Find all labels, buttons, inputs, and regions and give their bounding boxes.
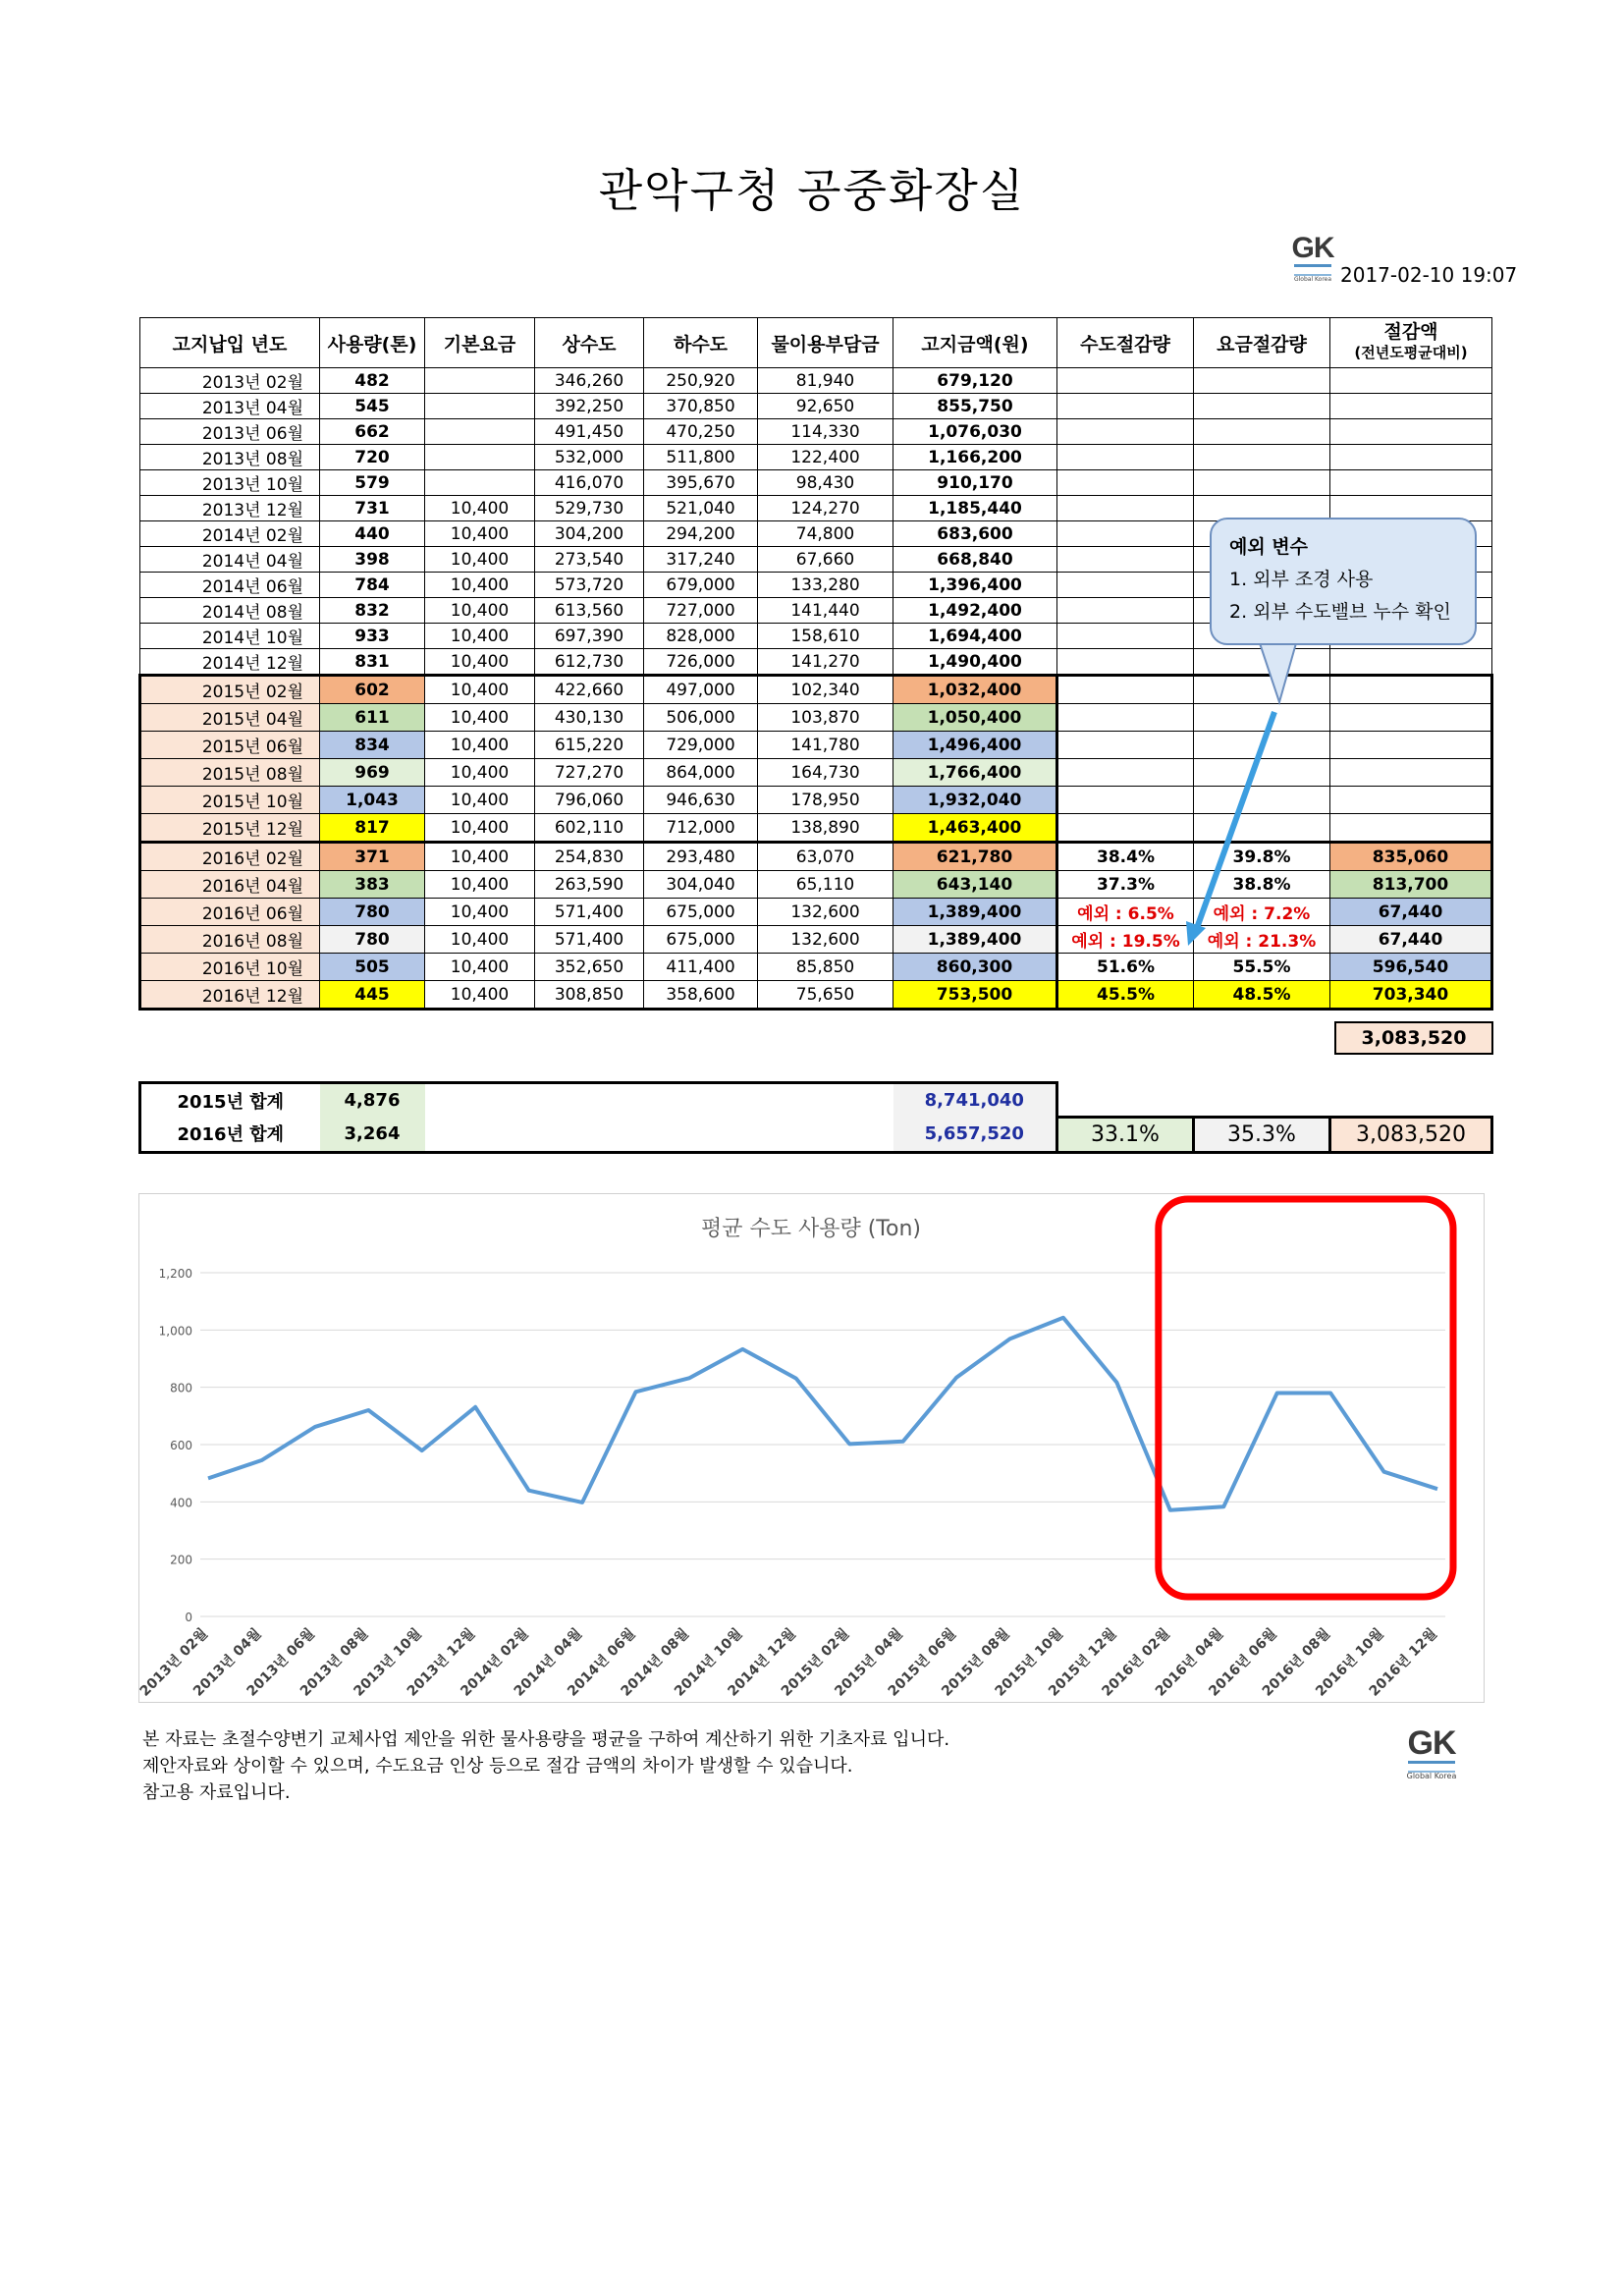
row-water: 532,000 bbox=[535, 445, 644, 470]
row-water-save: 예외 : 19.5% bbox=[1057, 926, 1194, 954]
x-tick-label: 2014년 08월 bbox=[618, 1625, 692, 1700]
row-sewer: 946,630 bbox=[644, 787, 758, 814]
header-fee-save: 요금절감량 bbox=[1194, 318, 1330, 368]
header-amount-sub: (전년도평균대비) bbox=[1354, 344, 1468, 361]
row-period: 2014년 10월 bbox=[140, 624, 320, 649]
row-sewer: 497,000 bbox=[644, 676, 758, 704]
row-water: 352,650 bbox=[535, 954, 644, 981]
row-period: 2013년 08월 bbox=[140, 445, 320, 470]
x-tick-label: 2014년 12월 bbox=[725, 1625, 799, 1700]
gk-logo-footer bbox=[1404, 1726, 1459, 1780]
summary-spacer bbox=[425, 1117, 893, 1152]
row-levy: 81,940 bbox=[758, 368, 893, 394]
exception-arrow bbox=[1197, 712, 1274, 928]
row-water: 613,560 bbox=[535, 598, 644, 624]
row-sewer: 250,920 bbox=[644, 368, 758, 394]
row-usage: 445 bbox=[320, 981, 425, 1010]
row-base-fee: 10,400 bbox=[425, 787, 535, 814]
row-usage: 780 bbox=[320, 899, 425, 926]
row-usage: 545 bbox=[320, 394, 425, 419]
x-tick-label: 2013년 08월 bbox=[297, 1625, 372, 1700]
x-tick-label: 2015년 12월 bbox=[1046, 1625, 1120, 1700]
row-billed: 1,166,200 bbox=[893, 445, 1057, 470]
logo-text: GK bbox=[1291, 232, 1334, 264]
summary-label: 2016년 합계 bbox=[140, 1117, 320, 1152]
highlight-box bbox=[1159, 1199, 1453, 1597]
row-period: 2016년 02월 bbox=[140, 843, 320, 871]
x-tick-label: 2016년 06월 bbox=[1206, 1625, 1280, 1700]
row-sewer: 395,670 bbox=[644, 470, 758, 496]
row-water: 615,220 bbox=[535, 732, 644, 759]
row-sewer: 712,000 bbox=[644, 814, 758, 843]
summary-empty bbox=[1194, 1083, 1330, 1118]
row-base-fee: 10,400 bbox=[425, 843, 535, 871]
row-billed: 855,750 bbox=[893, 394, 1057, 419]
callout-line: 2. 외부 수도밸브 누수 확인 bbox=[1229, 601, 1451, 623]
header-period: 고지납입 년도 bbox=[140, 318, 320, 368]
row-base-fee: 10,400 bbox=[425, 981, 535, 1010]
row-levy: 65,110 bbox=[758, 871, 893, 899]
row-base-fee: 10,400 bbox=[425, 547, 535, 573]
row-period: 2013년 06월 bbox=[140, 419, 320, 445]
usage-series-line bbox=[208, 1318, 1437, 1510]
row-water-save: 예외 : 6.5% bbox=[1057, 899, 1194, 926]
x-tick-label: 2013년 04월 bbox=[190, 1625, 265, 1700]
row-billed: 1,076,030 bbox=[893, 419, 1057, 445]
summary-amount: 3,083,520 bbox=[1330, 1117, 1492, 1152]
row-usage: 440 bbox=[320, 521, 425, 547]
chart-title: 평균 수도 사용량 (Ton) bbox=[700, 1217, 922, 1241]
row-billed: 860,300 bbox=[893, 954, 1057, 981]
row-usage: 482 bbox=[320, 368, 425, 394]
row-billed: 1,396,400 bbox=[893, 573, 1057, 598]
x-tick-label: 2016년 08월 bbox=[1259, 1625, 1333, 1700]
row-base-fee: 10,400 bbox=[425, 704, 535, 732]
row-base-fee: 10,400 bbox=[425, 732, 535, 759]
row-usage: 371 bbox=[320, 843, 425, 871]
y-tick-label: 0 bbox=[185, 1611, 192, 1624]
row-amount: 596,540 bbox=[1330, 954, 1492, 981]
y-tick-label: 200 bbox=[170, 1553, 192, 1567]
row-levy: 102,340 bbox=[758, 676, 893, 704]
summary-row bbox=[140, 1117, 1492, 1152]
row-usage: 398 bbox=[320, 547, 425, 573]
row-sewer: 293,480 bbox=[644, 843, 758, 871]
row-levy: 63,070 bbox=[758, 843, 893, 871]
row-period: 2014년 06월 bbox=[140, 573, 320, 598]
row-water: 304,200 bbox=[535, 521, 644, 547]
row-period: 2016년 10월 bbox=[140, 954, 320, 981]
row-levy: 138,890 bbox=[758, 814, 893, 843]
row-water: 308,850 bbox=[535, 981, 644, 1010]
row-sewer: 411,400 bbox=[644, 954, 758, 981]
row-billed: 1,490,400 bbox=[893, 649, 1057, 676]
row-levy: 75,650 bbox=[758, 981, 893, 1010]
row-water-save: 51.6% bbox=[1057, 954, 1194, 981]
row-water: 416,070 bbox=[535, 470, 644, 496]
row-sewer: 729,000 bbox=[644, 732, 758, 759]
summary-row bbox=[140, 1083, 1492, 1118]
x-tick-label: 2016년 12월 bbox=[1366, 1625, 1440, 1700]
footnote bbox=[142, 1726, 949, 1806]
logo-subtext: Global Korea bbox=[1406, 1772, 1457, 1780]
row-billed: 1,463,400 bbox=[893, 814, 1057, 843]
row-levy: 67,660 bbox=[758, 547, 893, 573]
summary-empty bbox=[1330, 1083, 1492, 1118]
row-levy: 114,330 bbox=[758, 419, 893, 445]
callout-line: 1. 외부 조경 사용 bbox=[1229, 569, 1374, 590]
row-billed: 643,140 bbox=[893, 871, 1057, 899]
row-water: 254,830 bbox=[535, 843, 644, 871]
row-base-fee: 10,400 bbox=[425, 814, 535, 843]
x-tick-label: 2016년 04월 bbox=[1152, 1625, 1227, 1700]
exception-callout bbox=[1210, 518, 1477, 645]
row-usage: 831 bbox=[320, 649, 425, 676]
row-levy: 178,950 bbox=[758, 787, 893, 814]
row-sewer: 727,000 bbox=[644, 598, 758, 624]
row-water: 571,400 bbox=[535, 926, 644, 954]
row-water: 263,590 bbox=[535, 871, 644, 899]
x-tick-label: 2013년 02월 bbox=[139, 1625, 211, 1700]
row-fee-save: 38.8% bbox=[1194, 871, 1330, 899]
row-usage: 1,043 bbox=[320, 787, 425, 814]
row-usage: 662 bbox=[320, 419, 425, 445]
row-billed: 1,389,400 bbox=[893, 899, 1057, 926]
footnote-line: 본 자료는 초절수양변기 교체사업 제안을 위한 물사용량을 평균을 구하여 계산하기 위한 기초자료 입니다. bbox=[142, 1729, 950, 1750]
header-water: 상수도 bbox=[535, 318, 644, 368]
usage-chart bbox=[138, 1193, 1485, 1703]
x-tick-label: 2016년 10월 bbox=[1313, 1625, 1387, 1700]
summary-water-save: 33.1% bbox=[1057, 1117, 1194, 1152]
row-billed: 753,500 bbox=[893, 981, 1057, 1010]
y-tick-label: 1,000 bbox=[158, 1324, 192, 1339]
row-sewer: 675,000 bbox=[644, 899, 758, 926]
row-billed: 679,120 bbox=[893, 368, 1057, 394]
row-period: 2013년 04월 bbox=[140, 394, 320, 419]
x-tick-label: 2013년 10월 bbox=[351, 1625, 425, 1700]
timestamp: 2017-02-10 19:07 bbox=[1340, 263, 1518, 287]
row-base-fee: 10,400 bbox=[425, 521, 535, 547]
logo-text: GK bbox=[1407, 1724, 1456, 1762]
x-tick-label: 2014년 02월 bbox=[458, 1625, 532, 1700]
footnote-line: 제안자료와 상이할 수 있으며, 수도요금 인상 등으로 절감 금액의 차이가 발생할 수 있습니다. bbox=[142, 1756, 853, 1777]
row-water: 273,540 bbox=[535, 547, 644, 573]
x-tick-label: 2015년 06월 bbox=[885, 1625, 959, 1700]
row-usage: 780 bbox=[320, 926, 425, 954]
summary-table bbox=[138, 1081, 1493, 1154]
row-base-fee: 10,400 bbox=[425, 676, 535, 704]
row-levy: 133,280 bbox=[758, 573, 893, 598]
x-tick-label: 2015년 04월 bbox=[832, 1625, 906, 1700]
row-water: 392,250 bbox=[535, 394, 644, 419]
row-billed: 1,032,400 bbox=[893, 676, 1057, 704]
row-amount: 835,060 bbox=[1330, 843, 1492, 871]
callout-title: 예외 변수 bbox=[1229, 536, 1309, 558]
row-base-fee: 10,400 bbox=[425, 624, 535, 649]
row-period: 2013년 10월 bbox=[140, 470, 320, 496]
row-water: 573,720 bbox=[535, 573, 644, 598]
x-tick-label: 2015년 08월 bbox=[939, 1625, 1013, 1700]
x-tick-label: 2014년 04월 bbox=[511, 1625, 585, 1700]
page-title: 관악구청 공중화장실 bbox=[598, 164, 1026, 217]
summary-fee-save: 35.3% bbox=[1194, 1117, 1330, 1152]
row-usage: 602 bbox=[320, 676, 425, 704]
row-usage: 969 bbox=[320, 759, 425, 787]
row-period: 2015년 12월 bbox=[140, 814, 320, 843]
x-tick-label: 2013년 12월 bbox=[404, 1625, 479, 1700]
row-water: 612,730 bbox=[535, 649, 644, 676]
row-levy: 132,600 bbox=[758, 926, 893, 954]
row-amount: 703,340 bbox=[1330, 981, 1492, 1010]
row-sewer: 317,240 bbox=[644, 547, 758, 573]
y-tick-label: 600 bbox=[170, 1439, 192, 1452]
row-water: 697,390 bbox=[535, 624, 644, 649]
row-fee-save: 55.5% bbox=[1194, 954, 1330, 981]
row-sewer: 294,200 bbox=[644, 521, 758, 547]
row-billed: 1,050,400 bbox=[893, 704, 1057, 732]
usage-line-chart bbox=[139, 1194, 1484, 1702]
row-levy: 103,870 bbox=[758, 704, 893, 732]
row-period: 2015년 04월 bbox=[140, 704, 320, 732]
row-water: 796,060 bbox=[535, 787, 644, 814]
row-water-save: 38.4% bbox=[1057, 843, 1194, 871]
row-period: 2014년 08월 bbox=[140, 598, 320, 624]
row-period: 2013년 02월 bbox=[140, 368, 320, 394]
x-tick-label: 2015년 10월 bbox=[992, 1625, 1066, 1700]
y-tick-label: 400 bbox=[170, 1496, 192, 1510]
row-period: 2016년 06월 bbox=[140, 899, 320, 926]
table-row bbox=[140, 981, 1492, 1010]
row-sewer: 675,000 bbox=[644, 926, 758, 954]
row-sewer: 470,250 bbox=[644, 419, 758, 445]
row-usage: 731 bbox=[320, 496, 425, 521]
row-fee-save: 예외 : 21.3% bbox=[1194, 926, 1330, 954]
row-billed: 1,766,400 bbox=[893, 759, 1057, 787]
row-billed: 1,389,400 bbox=[893, 926, 1057, 954]
total-amount: 3,083,520 bbox=[1334, 1021, 1493, 1055]
row-base-fee: 10,400 bbox=[425, 926, 535, 954]
row-period: 2013년 12월 bbox=[140, 496, 320, 521]
row-billed: 1,185,440 bbox=[893, 496, 1057, 521]
summary-empty bbox=[1057, 1083, 1194, 1118]
row-base-fee: 10,400 bbox=[425, 598, 535, 624]
y-tick-label: 800 bbox=[170, 1381, 192, 1395]
row-period: 2016년 12월 bbox=[140, 981, 320, 1010]
row-sewer: 304,040 bbox=[644, 871, 758, 899]
row-water: 491,450 bbox=[535, 419, 644, 445]
row-levy: 132,600 bbox=[758, 899, 893, 926]
summary-spacer bbox=[425, 1083, 893, 1118]
row-billed: 910,170 bbox=[893, 470, 1057, 496]
summary-billed: 8,741,040 bbox=[893, 1083, 1057, 1118]
header-water-save: 수도절감량 bbox=[1057, 318, 1194, 368]
row-water: 430,130 bbox=[535, 704, 644, 732]
row-period: 2014년 02월 bbox=[140, 521, 320, 547]
header-billed: 고지금액(원) bbox=[893, 318, 1057, 368]
row-usage: 505 bbox=[320, 954, 425, 981]
header-amount-label: 절감액 bbox=[1383, 321, 1438, 343]
row-levy: 74,800 bbox=[758, 521, 893, 547]
row-fee-save: 예외 : 7.2% bbox=[1194, 899, 1330, 926]
row-sewer: 864,000 bbox=[644, 759, 758, 787]
row-sewer: 506,000 bbox=[644, 704, 758, 732]
row-water: 422,660 bbox=[535, 676, 644, 704]
row-usage: 720 bbox=[320, 445, 425, 470]
y-tick-label: 1,200 bbox=[158, 1267, 192, 1281]
x-tick-label: 2013년 06월 bbox=[244, 1625, 318, 1700]
row-base-fee: 10,400 bbox=[425, 496, 535, 521]
row-base-fee: 10,400 bbox=[425, 899, 535, 926]
row-water: 529,730 bbox=[535, 496, 644, 521]
row-levy: 122,400 bbox=[758, 445, 893, 470]
row-levy: 141,270 bbox=[758, 649, 893, 676]
x-tick-label: 2016년 02월 bbox=[1099, 1625, 1173, 1700]
row-levy: 92,650 bbox=[758, 394, 893, 419]
row-usage: 817 bbox=[320, 814, 425, 843]
row-usage: 832 bbox=[320, 598, 425, 624]
footnote-line: 참고용 자료입니다. bbox=[142, 1782, 291, 1803]
row-levy: 158,610 bbox=[758, 624, 893, 649]
row-sewer: 679,000 bbox=[644, 573, 758, 598]
header-levy: 물이용부담금 bbox=[758, 318, 893, 368]
row-water-save: 37.3% bbox=[1057, 871, 1194, 899]
row-billed: 1,694,400 bbox=[893, 624, 1057, 649]
row-base-fee: 10,400 bbox=[425, 759, 535, 787]
row-water: 727,270 bbox=[535, 759, 644, 787]
row-water: 346,260 bbox=[535, 368, 644, 394]
row-period: 2016년 04월 bbox=[140, 871, 320, 899]
x-tick-label: 2015년 02월 bbox=[778, 1625, 853, 1700]
summary-usage: 3,264 bbox=[320, 1117, 425, 1152]
summary-usage: 4,876 bbox=[320, 1083, 425, 1118]
row-levy: 124,270 bbox=[758, 496, 893, 521]
x-tick-label: 2014년 10월 bbox=[671, 1625, 746, 1700]
row-sewer: 521,040 bbox=[644, 496, 758, 521]
row-water: 571,400 bbox=[535, 899, 644, 926]
row-sewer: 511,800 bbox=[644, 445, 758, 470]
row-billed: 668,840 bbox=[893, 547, 1057, 573]
row-sewer: 370,850 bbox=[644, 394, 758, 419]
callout-pointer bbox=[0, 0, 1624, 982]
row-levy: 85,850 bbox=[758, 954, 893, 981]
row-sewer: 726,000 bbox=[644, 649, 758, 676]
row-base-fee: 10,400 bbox=[425, 871, 535, 899]
row-water: 602,110 bbox=[535, 814, 644, 843]
row-levy: 141,440 bbox=[758, 598, 893, 624]
row-amount: 813,700 bbox=[1330, 871, 1492, 899]
row-usage: 834 bbox=[320, 732, 425, 759]
row-billed: 1,492,400 bbox=[893, 598, 1057, 624]
row-fee-save: 48.5% bbox=[1194, 981, 1330, 1010]
row-amount: 67,440 bbox=[1330, 926, 1492, 954]
row-base-fee: 10,400 bbox=[425, 649, 535, 676]
summary-label: 2015년 합계 bbox=[140, 1083, 320, 1118]
row-levy: 98,430 bbox=[758, 470, 893, 496]
row-usage: 933 bbox=[320, 624, 425, 649]
row-billed: 1,496,400 bbox=[893, 732, 1057, 759]
row-period: 2015년 08월 bbox=[140, 759, 320, 787]
row-usage: 611 bbox=[320, 704, 425, 732]
row-usage: 383 bbox=[320, 871, 425, 899]
row-billed: 1,932,040 bbox=[893, 787, 1057, 814]
row-sewer: 828,000 bbox=[644, 624, 758, 649]
row-billed: 683,600 bbox=[893, 521, 1057, 547]
row-billed: 621,780 bbox=[893, 843, 1057, 871]
row-period: 2015년 02월 bbox=[140, 676, 320, 704]
x-tick-label: 2014년 06월 bbox=[565, 1625, 639, 1700]
row-period: 2014년 04월 bbox=[140, 547, 320, 573]
logo-subtext: Global Korea bbox=[1293, 276, 1332, 283]
row-period: 2015년 10월 bbox=[140, 787, 320, 814]
header-usage: 사용량(톤) bbox=[320, 318, 425, 368]
header-base-fee: 기본요금 bbox=[425, 318, 535, 368]
row-base-fee: 10,400 bbox=[425, 573, 535, 598]
row-levy: 164,730 bbox=[758, 759, 893, 787]
summary-billed: 5,657,520 bbox=[893, 1117, 1057, 1152]
callout-tail bbox=[1260, 643, 1296, 702]
row-amount: 67,440 bbox=[1330, 899, 1492, 926]
row-sewer: 358,600 bbox=[644, 981, 758, 1010]
row-usage: 579 bbox=[320, 470, 425, 496]
exception-arrow-head bbox=[1186, 921, 1206, 946]
row-period: 2015년 06월 bbox=[140, 732, 320, 759]
row-water-save: 45.5% bbox=[1057, 981, 1194, 1010]
row-base-fee: 10,400 bbox=[425, 954, 535, 981]
row-fee-save: 39.8% bbox=[1194, 843, 1330, 871]
row-period: 2014년 12월 bbox=[140, 649, 320, 676]
header-sewer: 하수도 bbox=[644, 318, 758, 368]
row-usage: 784 bbox=[320, 573, 425, 598]
row-period: 2016년 08월 bbox=[140, 926, 320, 954]
row-levy: 141,780 bbox=[758, 732, 893, 759]
